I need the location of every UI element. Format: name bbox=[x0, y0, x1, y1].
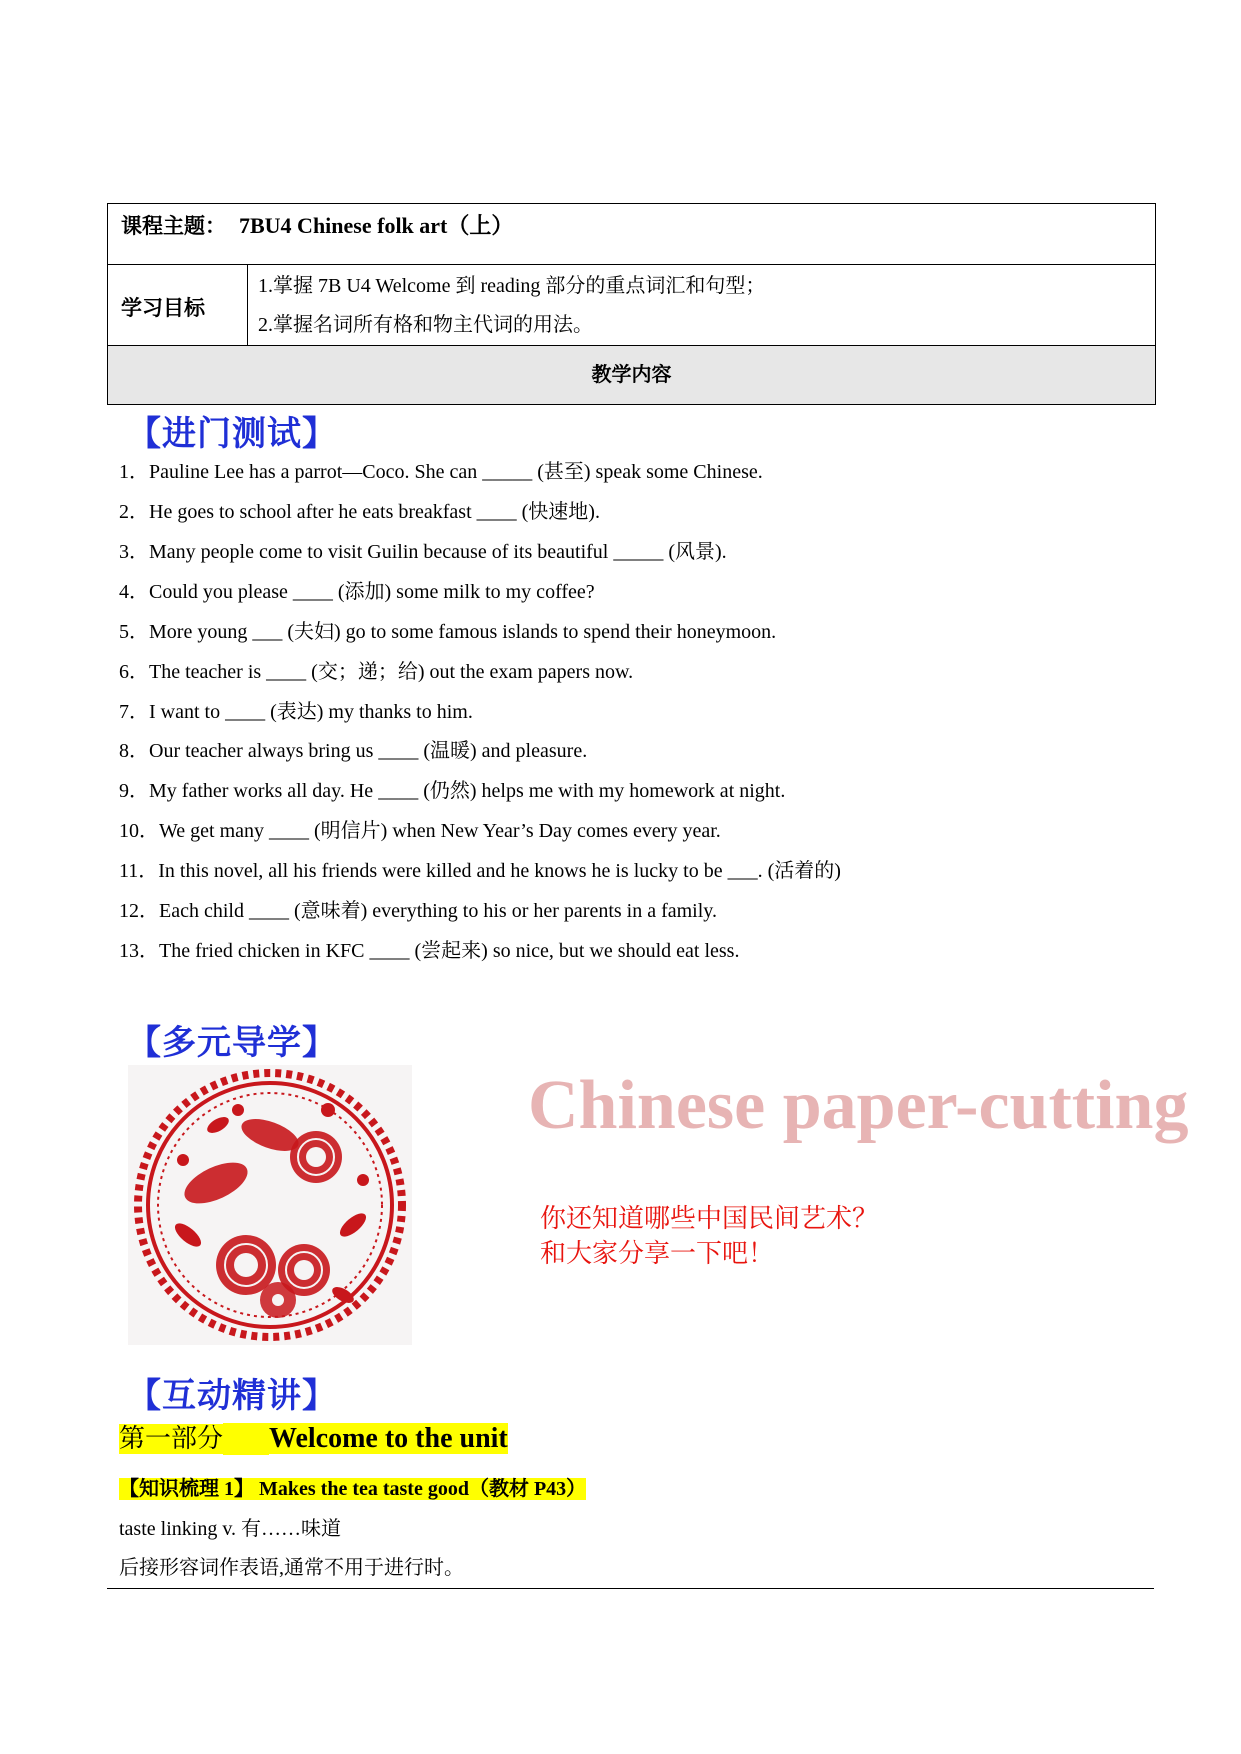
usage-note: 后接形容词作表语,通常不用于进行时。 bbox=[119, 1557, 464, 1579]
knowledge-point-text: 【知识梳理 1】 Makes the tea taste good（教材 P43） bbox=[119, 1478, 587, 1500]
question-item: 1．Pauline Lee has a parrot—Coco. She can _____ (甚至) speak some Chinese. bbox=[119, 461, 763, 483]
paper-cutting-image bbox=[128, 1065, 412, 1345]
section-title-entry-test: 【进门测试】 bbox=[127, 414, 337, 454]
goals-row bbox=[108, 265, 1155, 346]
content-row bbox=[108, 346, 1155, 404]
topic-value: 7BU4 Chinese folk art（上） bbox=[239, 213, 514, 238]
question-item: 6．The teacher is ____ (交；递；给) out the exam papers now. bbox=[119, 661, 634, 683]
goal-1: 1.掌握 7B U4 Welcome 到 reading 部分的重点词汇和句型； bbox=[258, 275, 766, 297]
section-title-guided-learning: 【多元导学】 bbox=[127, 1023, 337, 1063]
question-item: 12．Each child ____ (意味着) everything to his or her parents in a family. bbox=[119, 900, 717, 922]
question-item: 4．Could you please ____ (添加) some milk to my coffee? bbox=[119, 581, 595, 603]
part-heading bbox=[119, 1418, 508, 1455]
question-item: 5．More young ___ (夫妇) go to some famous islands to spend their honeymoon. bbox=[119, 621, 777, 643]
question-item: 13．The fried chicken in KFC ____ (尝起来) so nice, but we should eat less. bbox=[119, 940, 740, 962]
part-label: 第一部分 bbox=[119, 1424, 224, 1454]
question-item: 11．In this novel, all his friends were killed and he knows he is lucky to be ___. (活着的) bbox=[119, 860, 841, 882]
question-item: 9．My father works all day. He ____ (仍然) helps me with my homework at night. bbox=[119, 780, 786, 802]
lesson-header-table bbox=[107, 203, 1156, 405]
question-item: 8．Our teacher always bring us ____ (温暖) and pleasure. bbox=[119, 740, 588, 762]
question-item: 2．He goes to school after he eats breakfast ____ (快速地). bbox=[119, 501, 600, 523]
section-title-interactive-lecture: 【互动精讲】 bbox=[127, 1376, 337, 1416]
definition-line: taste linking v. 有……味道 bbox=[119, 1518, 342, 1540]
cell-divider bbox=[247, 265, 248, 345]
paper-cutting-title: Chinese paper-cutting bbox=[528, 1067, 1189, 1144]
knowledge-point bbox=[119, 1472, 586, 1501]
goals-label: 学习目标 bbox=[121, 296, 205, 320]
page-bottom-rule bbox=[107, 1588, 1154, 1589]
goal-2: 2.掌握名词所有格和物主代词的用法。 bbox=[258, 314, 593, 336]
topic-label: 课程主题： bbox=[121, 214, 226, 238]
folk-art-prompt-2: 和大家分享一下吧！ bbox=[540, 1239, 775, 1269]
content-label: 教学内容 bbox=[591, 364, 672, 386]
topic-row bbox=[108, 204, 1155, 265]
part-name: Welcome to the unit bbox=[269, 1423, 508, 1454]
folk-art-prompt-1: 你还知道哪些中国民间艺术？ bbox=[540, 1204, 879, 1234]
part-gap bbox=[223, 1423, 269, 1455]
question-item: 7．I want to ____ (表达) my thanks to him. bbox=[119, 701, 473, 723]
question-item: 10．We get many ____ (明信片) when New Year’s Day comes every year. bbox=[119, 820, 721, 842]
question-item: 3．Many people come to visit Guilin because of its beautiful _____ (风景). bbox=[119, 541, 727, 563]
